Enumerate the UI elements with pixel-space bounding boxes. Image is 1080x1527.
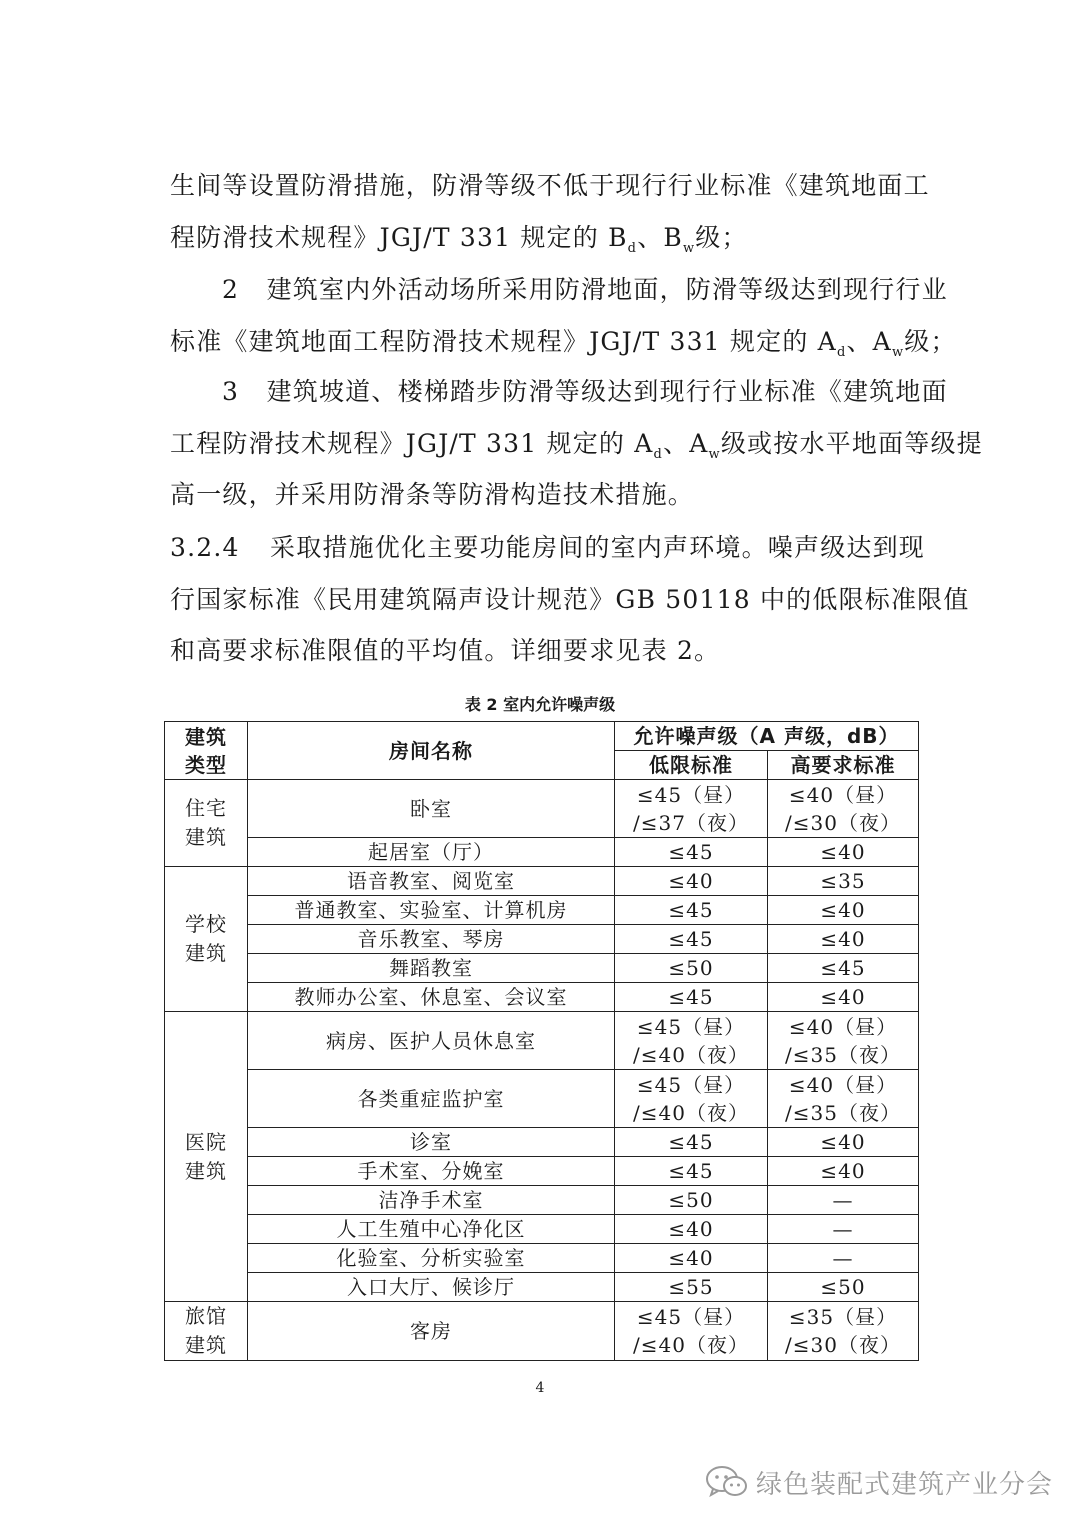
cell-room: 起居室（厅） [248, 838, 615, 867]
cell-low: ≤40 [615, 1215, 768, 1244]
cell-room: 各类重症监护室 [248, 1070, 615, 1128]
cell-room: 人工生殖中心净化区 [248, 1215, 615, 1244]
text-line: 行国家标准《民用建筑隔声设计规范》GB 50118 中的低限标准限值 [170, 584, 970, 614]
cell-high: ≤40（昼） /≤35（夜） [768, 1070, 919, 1128]
cell-room: 诊室 [248, 1128, 615, 1157]
text-line: 和高要求标准限值的平均值。详细要求见表 2。 [170, 636, 721, 665]
cell-low: ≤50 [615, 954, 768, 983]
cell-high: — [768, 1244, 919, 1273]
cell-high: ≤45 [768, 954, 919, 983]
cell-low: ≤45（昼） /≤37（夜） [615, 780, 768, 838]
wechat-icon [704, 1464, 750, 1500]
cell-low: ≤40 [615, 867, 768, 896]
cell-high: ≤40 [768, 1157, 919, 1186]
item-number: 2 [222, 275, 240, 304]
category-hospital: 医院 建筑 [165, 1012, 248, 1302]
table-row [165, 1273, 919, 1302]
table-row [165, 838, 919, 867]
cell-room: 舞蹈教室 [248, 954, 615, 983]
text-line: 生间等设置防滑措施，防滑等级不低于现行行业标准《建筑地面工 [170, 171, 930, 200]
paragraph-anti-slip-1 [170, 160, 930, 263]
category-school: 学校 建筑 [165, 867, 248, 1012]
cell-room: 手术室、分娩室 [248, 1157, 615, 1186]
header-room-name: 房间名称 [248, 722, 615, 780]
cell-low: ≤45 [615, 838, 768, 867]
cell-room: 语音教室、阅览室 [248, 867, 615, 896]
cell-low: ≤45 [615, 896, 768, 925]
cell-room: 入口大厅、候诊厅 [248, 1273, 615, 1302]
table-row [165, 1215, 919, 1244]
cell-high: ≤40（昼） /≤30（夜） [768, 780, 919, 838]
header-building-type: 建筑 类型 [165, 722, 248, 780]
cell-room: 卧室 [248, 780, 615, 838]
cell-high: ≤40（昼） /≤35（夜） [768, 1012, 919, 1070]
clause-3-2-4 [170, 522, 970, 677]
text-line: 高一级，并采用防滑条等防滑构造技术措施。 [170, 480, 695, 509]
noise-level-table [164, 721, 919, 1361]
cell-room: 教师办公室、休息室、会议室 [248, 983, 615, 1012]
cell-low: ≤45 [615, 983, 768, 1012]
table-row [165, 867, 919, 896]
text-line: 3.2.4 采取措施优化主要功能房间的室内声环境。噪声级达到现 [170, 522, 930, 574]
clause-number: 3.2.4 [170, 533, 240, 562]
header-allowed-noise: 允许噪声级（A 声级，dB） [615, 722, 919, 751]
header-high-standard: 高要求标准 [768, 751, 919, 780]
table-row [165, 1244, 919, 1273]
cell-room: 洁净手术室 [248, 1186, 615, 1215]
table-row [165, 1302, 919, 1361]
item-number: 3 [222, 377, 240, 406]
table-row [165, 954, 919, 983]
page-number: 4 [535, 1380, 545, 1396]
cell-low: ≤45 [615, 1157, 768, 1186]
cell-low: ≤45（昼） /≤40（夜） [615, 1012, 768, 1070]
table-caption: 表 2 室内允许噪声级 [464, 695, 616, 714]
cell-low: ≤45（昼） /≤40（夜） [615, 1070, 768, 1128]
table-row [165, 780, 919, 838]
cell-high: ≤35 [768, 867, 919, 896]
cell-high: ≤40 [768, 838, 919, 867]
text-line: 3 建筑坡道、楼梯踏步防滑等级达到现行行业标准《建筑地面 [222, 377, 948, 406]
paragraph-item-3 [170, 366, 983, 521]
text-line: 标准《建筑地面工程防滑技术规程》JGJ/T 331 规定的 $A_d$、$A_w$级； [170, 326, 957, 360]
table-row [165, 983, 919, 1012]
cell-high: ≤50 [768, 1273, 919, 1302]
table-row [165, 925, 919, 954]
cell-high: — [768, 1215, 919, 1244]
watermark-text: 绿色装配式建筑产业分会 [756, 1469, 1054, 1500]
category-residential: 住宅 建筑 [165, 780, 248, 867]
cell-low: ≤50 [615, 1186, 768, 1215]
table-row [165, 1186, 919, 1215]
watermark [704, 1460, 1053, 1504]
category-hotel: 旅馆 建筑 [165, 1302, 248, 1361]
paragraph-item-2 [170, 264, 957, 367]
cell-high: ≤40 [768, 925, 919, 954]
cell-room: 病房、医护人员休息室 [248, 1012, 615, 1070]
cell-room: 客房 [248, 1302, 615, 1361]
cell-low: ≤45（昼） /≤40（夜） [615, 1302, 768, 1361]
text-line: 程防滑技术规程》JGJ/T 331 规定的 $B_d$、$B_w$级； [170, 222, 748, 256]
cell-room: 音乐教室、琴房 [248, 925, 615, 954]
table-row [165, 1157, 919, 1186]
text-line: 工程防滑技术规程》JGJ/T 331 规定的 $A_d$、$A_w$级或按水平地面等级提 [170, 428, 983, 462]
cell-high: ≤40 [768, 1128, 919, 1157]
table-row [165, 896, 919, 925]
cell-room: 普通教室、实验室、计算机房 [248, 896, 615, 925]
cell-high: — [768, 1186, 919, 1215]
table-row [165, 1012, 919, 1070]
cell-low: ≤40 [615, 1244, 768, 1273]
cell-low: ≤55 [615, 1273, 768, 1302]
cell-high: ≤35（昼） /≤30（夜） [768, 1302, 919, 1361]
cell-high: ≤40 [768, 983, 919, 1012]
table-row [165, 1070, 919, 1128]
cell-high: ≤40 [768, 896, 919, 925]
cell-low: ≤45 [615, 1128, 768, 1157]
header-low-standard: 低限标准 [615, 751, 768, 780]
table-row [165, 1128, 919, 1157]
cell-low: ≤45 [615, 925, 768, 954]
text-line: 2 建筑室内外活动场所采用防滑地面，防滑等级达到现行行业 [222, 275, 948, 304]
cell-room: 化验室、分析实验室 [248, 1244, 615, 1273]
